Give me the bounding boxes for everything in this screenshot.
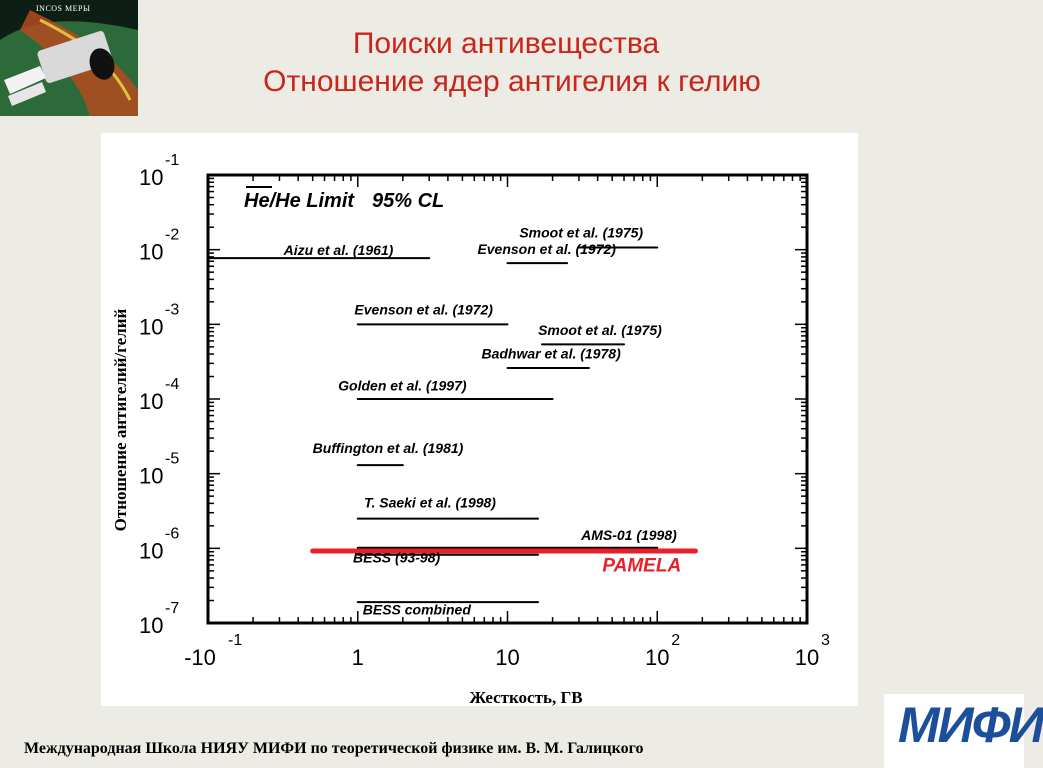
x-tick-label: 1 bbox=[351, 645, 364, 670]
series-label: Aizu et al. (1961) bbox=[283, 241, 394, 258]
x-tick-label: 10 bbox=[794, 645, 820, 670]
y-axis-title: Отношение антигелий/гелий bbox=[111, 308, 130, 532]
x-tick-exponent: -1 bbox=[228, 632, 243, 649]
series-label: Smoot et al. (1975) bbox=[538, 321, 662, 338]
x-tick-exponent: 2 bbox=[671, 632, 681, 649]
y-tick-label: 10 bbox=[139, 463, 164, 489]
y-tick-label: 10 bbox=[139, 239, 164, 265]
mephi-logo-text: МИФИ bbox=[898, 697, 1043, 753]
series-label: Buffington et al. (1981) bbox=[312, 439, 464, 456]
series-label: BESS (93-98) bbox=[353, 549, 441, 566]
series-label: Evenson et al. (1972) bbox=[477, 241, 616, 258]
y-tick-label: 10 bbox=[139, 538, 164, 564]
y-tick-exponent: -7 bbox=[165, 600, 180, 617]
footer-text: Международная Школа НИЯУ МИФИ по теоретической физике им. В. М. Галицкого bbox=[24, 740, 644, 757]
y-tick-label: 10 bbox=[139, 389, 164, 414]
series-label: PAMELA bbox=[602, 555, 682, 577]
slide-subtitle: Отношение ядер антигелия к гелию bbox=[263, 65, 761, 98]
y-tick-exponent: -3 bbox=[165, 301, 180, 319]
series-label: Evenson et al. (1972) bbox=[354, 301, 493, 318]
series-label: Smoot et al. (1975) bbox=[519, 224, 644, 241]
series-label: T. Saeki et al. (1998) bbox=[363, 494, 496, 511]
series-label: AMS-01 (1998) bbox=[581, 526, 677, 543]
y-tick-exponent: -1 bbox=[165, 152, 180, 169]
series-label: Badhwar et al. (1978) bbox=[481, 345, 621, 362]
slide-title: Поиски антивещества bbox=[352, 27, 660, 60]
antihelium-limit-chart bbox=[101, 133, 858, 706]
y-tick-label: 10 bbox=[139, 314, 164, 340]
x-tick-label: 10 bbox=[495, 645, 520, 670]
logo-caption: INCOS МЕРЫ bbox=[36, 4, 91, 13]
y-tick-label: 10 bbox=[139, 613, 164, 638]
y-tick-exponent: -4 bbox=[165, 376, 180, 393]
x-axis-title: Жесткость, ГВ bbox=[469, 688, 583, 707]
series-label: BESS combined bbox=[362, 601, 471, 618]
x-tick-label: 10 bbox=[645, 645, 670, 670]
mephi-logo bbox=[884, 694, 1043, 768]
legend-title: He/He Limit 95% CL bbox=[244, 190, 445, 212]
x-tick-exponent: 3 bbox=[821, 632, 830, 649]
series-label: Golden et al. (1997) bbox=[338, 377, 467, 394]
chart-panel bbox=[101, 133, 858, 706]
y-tick-label: 10 bbox=[139, 165, 164, 190]
y-tick-exponent: -2 bbox=[165, 226, 180, 244]
x-tick-label: -10 bbox=[184, 645, 216, 670]
y-tick-exponent: -5 bbox=[165, 450, 180, 468]
y-tick-exponent: -6 bbox=[165, 525, 180, 543]
